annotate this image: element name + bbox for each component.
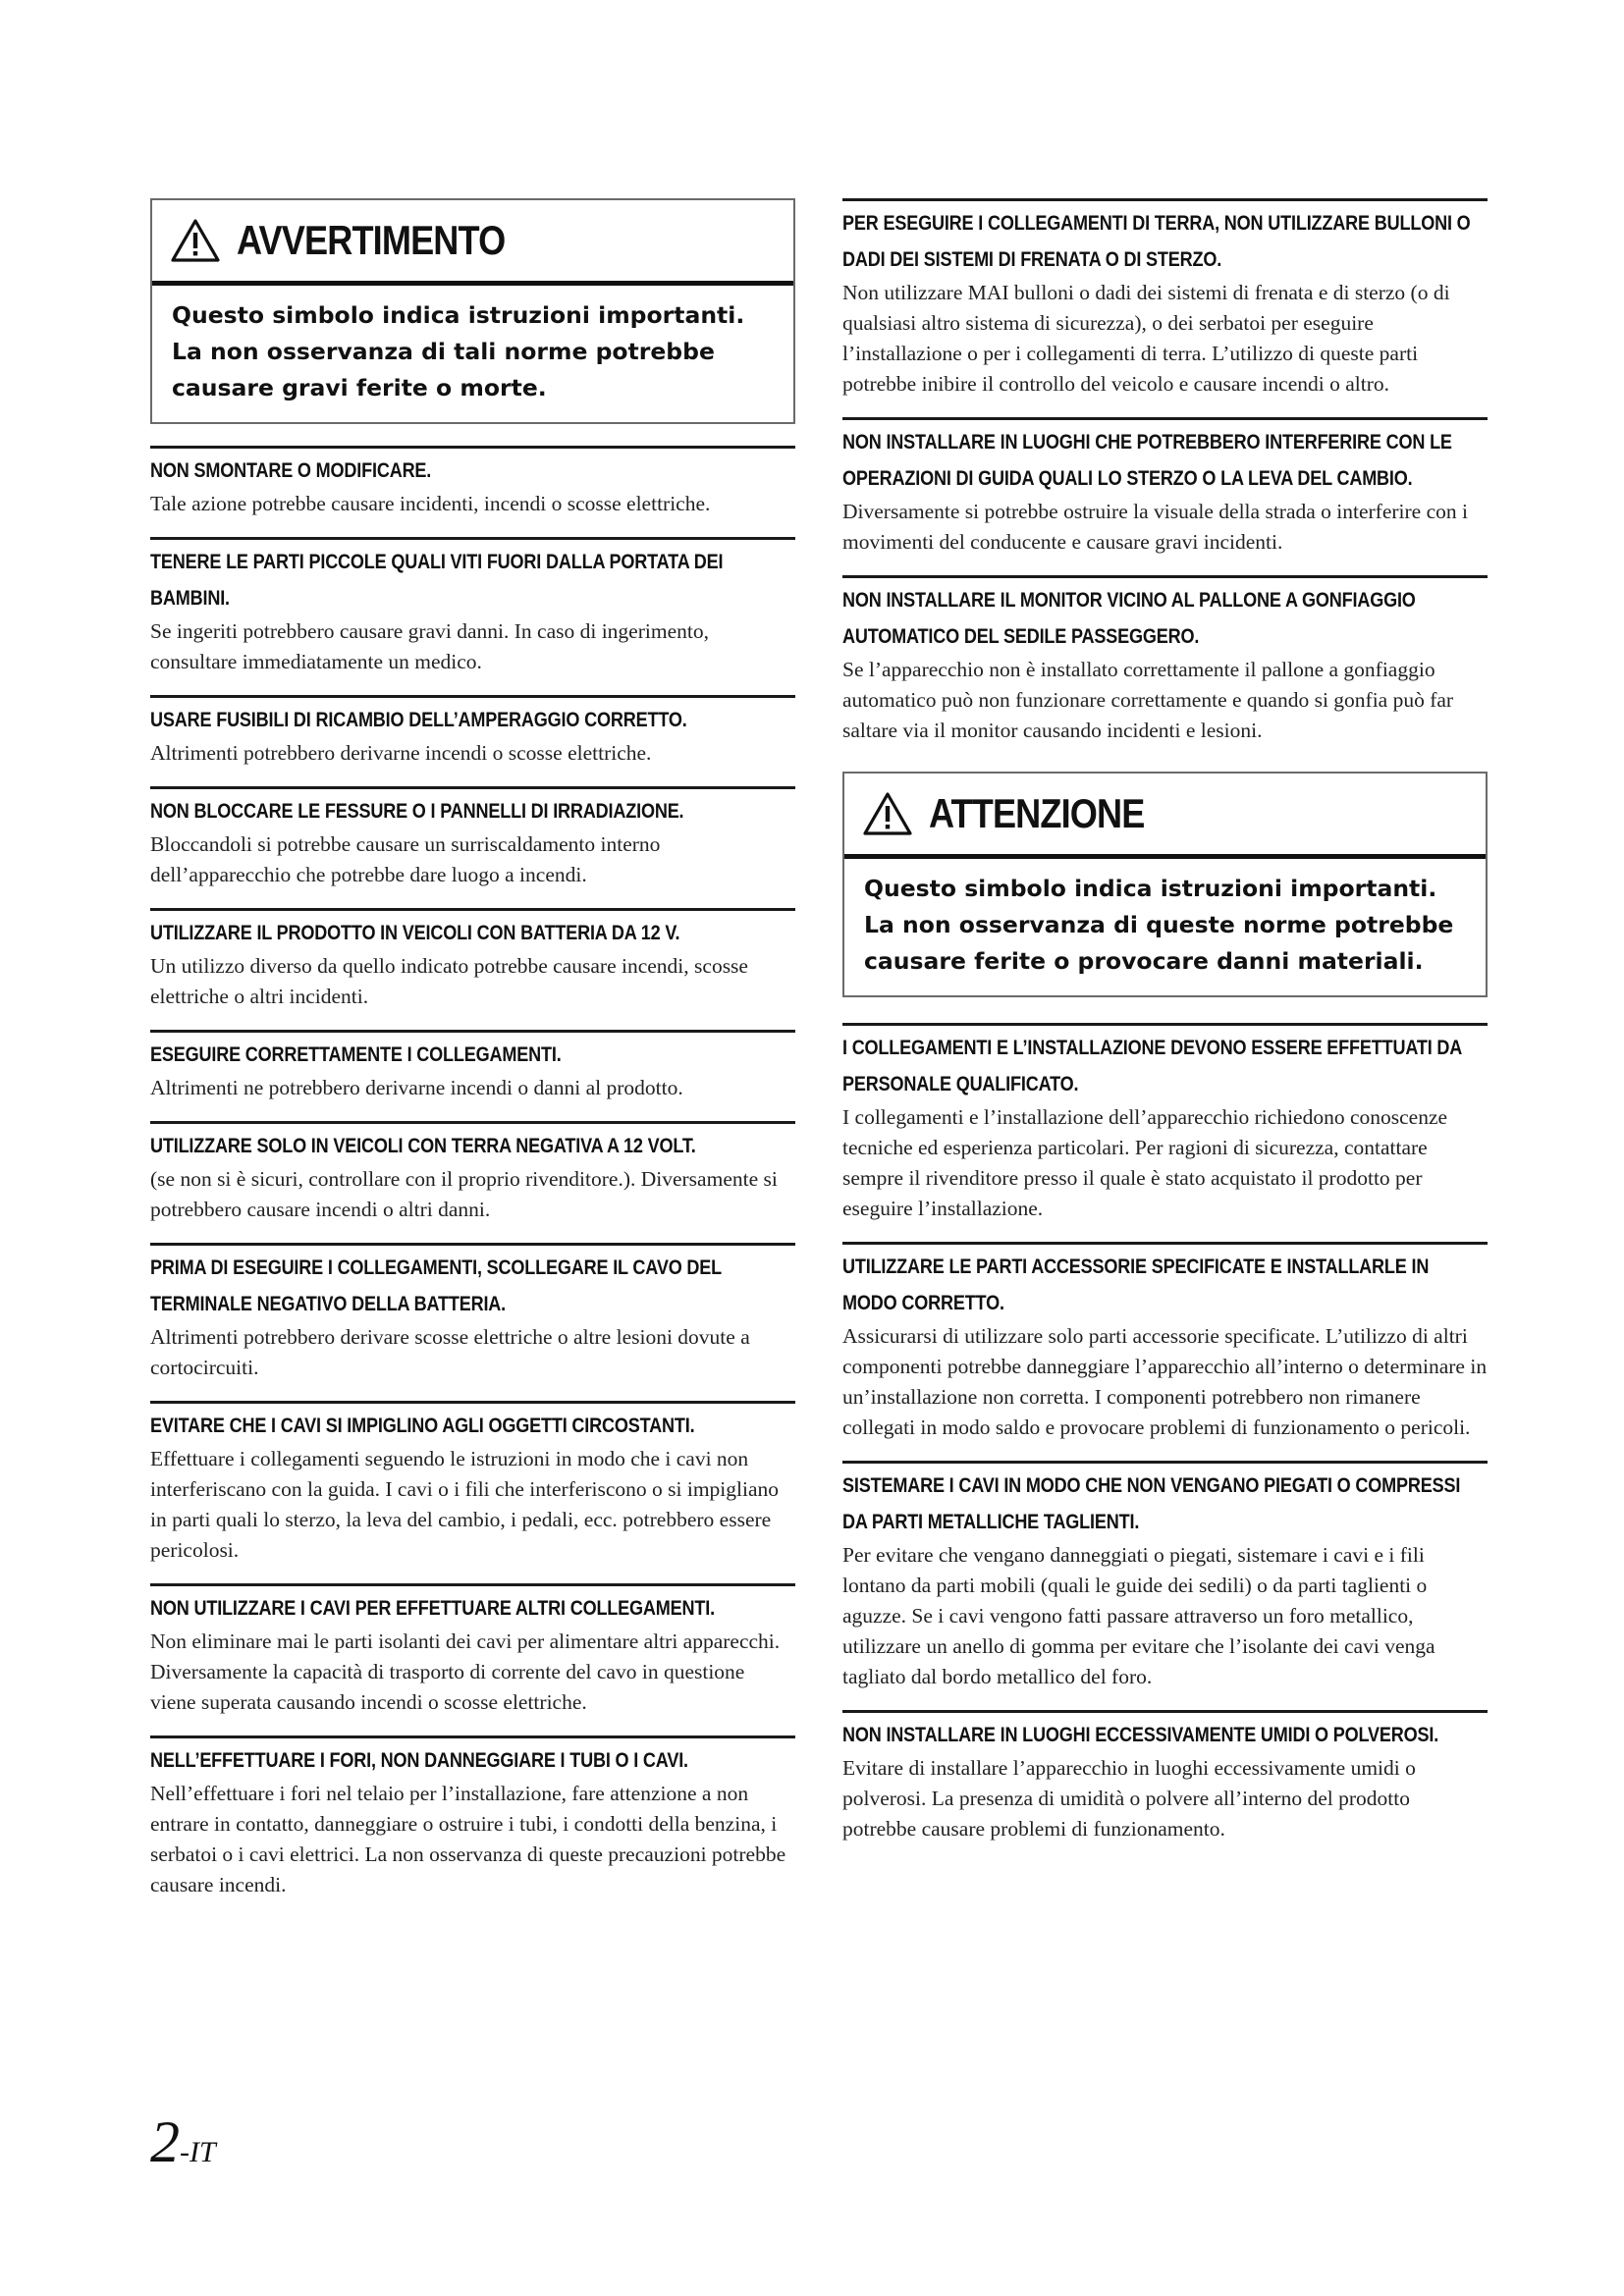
section-text: Evitare di installare l’apparecchio in luoghi eccessivamente umidi o polverosi. La presenza di umidità o polvere all’interno del prodotto potrebbe causare problemi di funzionamento. xyxy=(842,1756,1416,1841)
section-heading: NON UTILIZZARE I CAVI PER EFFETTUARE ALTRI COLLEGAMENTI. xyxy=(150,1597,715,1620)
precaution-section xyxy=(842,1242,1488,1461)
section-heading: I COLLEGAMENTI E L’INSTALLAZIONE DEVONO ESSERE EFFETTUATI DA PERSONALE QUALIFICATO. xyxy=(842,1037,1462,1095)
precaution-section xyxy=(150,1243,795,1401)
section-heading: NON INSTALLARE IN LUOGHI ECCESSIVAMENTE UMIDI O POLVEROSI. xyxy=(842,1724,1439,1746)
precaution-section xyxy=(150,1735,795,1918)
precaution-section xyxy=(150,537,795,695)
section-heading: UTILIZZARE IL PRODOTTO IN VEICOLI CON BATTERIA DA 12 V. xyxy=(150,922,680,944)
precaution-section xyxy=(842,417,1488,575)
section-heading: SISTEMARE I CAVI IN MODO CHE NON VENGANO PIEGATI O COMPRESSI DA PARTI METALLICHE TAGLIENTI. xyxy=(842,1474,1461,1533)
warning-header xyxy=(152,200,793,281)
caution-box xyxy=(842,772,1488,997)
precaution-section xyxy=(150,1121,795,1243)
section-heading: USARE FUSIBILI DI RICAMBIO DELL’AMPERAGGIO CORRETTO. xyxy=(150,709,687,731)
section-heading: PER ESEGUIRE I COLLEGAMENTI DI TERRA, NON UTILIZZARE BULLONI O DADI DEI SISTEMI DI FRENATA O DI STERZO. xyxy=(842,212,1471,271)
warning-title: AVVERTIMENTO xyxy=(237,217,506,263)
section-heading: NON INSTALLARE IN LUOGHI CHE POTREBBERO INTERFERIRE CON LE OPERAZIONI DI GUIDA QUALI LO STERZO O LA LEVA DEL CAMBIO. xyxy=(842,431,1452,490)
section-heading: NELL’EFFETTUARE I FORI, NON DANNEGGIARE I TUBI O I CAVI. xyxy=(150,1749,688,1772)
section-text: Altrimenti potrebbero derivare scosse elettriche o altre lesioni dovute a cortocircuiti. xyxy=(150,1325,750,1379)
section-text: Un utilizzo diverso da quello indicato potrebbe causare incendi, scosse elettriche o altri incidenti. xyxy=(150,954,748,1008)
section-heading: ESEGUIRE CORRETTAMENTE I COLLEGAMENTI. xyxy=(150,1043,562,1066)
section-text: Se l’apparecchio non è installato correttamente il pallone a gonfiaggio automatico può non funzionare correttamente e quando si gonfia può far saltare via il monitor causando incidenti e lesioni. xyxy=(842,658,1454,742)
page-number-digit: 2 xyxy=(150,2109,180,2174)
section-heading: NON SMONTARE O MODIFICARE. xyxy=(150,459,432,482)
section-text: Se ingeriti potrebbero causare gravi danni. In caso di ingerimento, consultare immediatamente un medico. xyxy=(150,619,709,673)
section-text: Assicurarsi di utilizzare solo parti accessorie specificate. L’utilizzo di altri componenti potrebbe danneggiare l’apparecchio all’interno o determinare in un’installazione non corretta. I componenti potrebbero non rimanere collegati in modo saldo e provocare problemi di funzionamento o pericoli. xyxy=(842,1324,1488,1439)
precaution-section xyxy=(150,446,795,537)
section-heading: TENERE LE PARTI PICCOLE QUALI VITI FUORI DALLA PORTATA DEI BAMBINI. xyxy=(150,551,724,610)
precaution-section xyxy=(842,1461,1488,1710)
caution-text: Questo simbolo indica istruzioni importanti. La non osservanza di queste norme potrebbe causare ferite o provocare danni materiali. xyxy=(864,875,1454,975)
caution-header xyxy=(844,774,1486,854)
section-text: Nell’effettuare i fori nel telaio per l’installazione, fare attenzione a non entrare in contatto, danneggiare o ostruire i tubi, i condotti della benzina, i serbatoi o i cavi elettrici. La non osservanza di queste precauzioni potrebbe causare incendi. xyxy=(150,1782,786,1896)
warning-triangle-icon xyxy=(170,218,221,263)
precaution-section xyxy=(842,575,1488,764)
section-text: Non eliminare mai le parti isolanti dei cavi per alimentare altri apparecchi. Diversamente la capacità di trasporto di corrente del cavo in questione viene superata causando incendi o scosse elettriche. xyxy=(150,1629,781,1714)
precaution-section xyxy=(842,1023,1488,1242)
section-text: Tale azione potrebbe causare incidenti, incendi o scosse elettriche. xyxy=(150,492,711,515)
left-sections xyxy=(150,446,795,1918)
precaution-section xyxy=(842,198,1488,417)
section-text: Altrimenti potrebbero derivarne incendi o scosse elettriche. xyxy=(150,741,652,765)
precaution-section xyxy=(150,786,795,908)
section-text: Effettuare i collegamenti seguendo le istruzioni in modo che i cavi non interferiscano con la guida. I cavi o i fili che interferiscono o si impigliano in parti quali lo sterzo, la leva del cambio, i pedali, ecc. potrebbero essere pericolosi. xyxy=(150,1447,780,1562)
section-heading: NON BLOCCARE LE FESSURE O I PANNELLI DI IRRADIAZIONE. xyxy=(150,800,684,823)
warning-text: Questo simbolo indica istruzioni importanti. La non osservanza di tali norme potrebbe causare gravi ferite o morte. xyxy=(172,301,745,401)
right-sections-top xyxy=(842,198,1488,764)
right-sections-bottom xyxy=(842,1023,1488,1862)
warning-box xyxy=(150,198,795,424)
section-heading: NON INSTALLARE IL MONITOR VICINO AL PALLONE A GONFIAGGIO AUTOMATICO DEL SEDILE PASSEGGERO. xyxy=(842,589,1416,648)
left-column xyxy=(150,198,795,1918)
right-column xyxy=(842,198,1488,1862)
precaution-section xyxy=(150,908,795,1030)
section-heading: EVITARE CHE I CAVI SI IMPIGLINO AGLI OGGETTI CIRCOSTANTI. xyxy=(150,1415,695,1437)
precaution-section xyxy=(150,1030,795,1121)
caution-triangle-icon xyxy=(862,791,913,836)
page-number xyxy=(150,2109,216,2176)
section-text: Non utilizzare MAI bulloni o dadi dei sistemi di frenata e di sterzo (o di qualsiasi altro sistema di sicurezza), o dei serbatoi per eseguire l’installazione o per i collegamenti di terra. L’utilizzo di queste parti potrebbe inibire il controllo del veicolo e causare incendi o altro. xyxy=(842,281,1450,396)
precaution-section xyxy=(150,1401,795,1583)
section-text: Altrimenti ne potrebbero derivarne incendi o danni al prodotto. xyxy=(150,1076,683,1099)
page-language-suffix: -IT xyxy=(180,2136,216,2168)
precaution-section xyxy=(150,1583,795,1735)
precaution-section xyxy=(150,695,795,786)
section-heading: UTILIZZARE LE PARTI ACCESSORIE SPECIFICATE E INSTALLARLE IN MODO CORRETTO. xyxy=(842,1255,1430,1314)
caution-title: ATTENZIONE xyxy=(929,790,1145,836)
section-heading: PRIMA DI ESEGUIRE I COLLEGAMENTI, SCOLLEGARE IL CAVO DEL TERMINALE NEGATIVO DELLA BATTERIA. xyxy=(150,1256,722,1315)
section-text: I collegamenti e l’installazione dell’apparecchio richiedono conoscenze tecniche ed esperienza particolari. Per ragioni di sicurezza, contattare sempre il rivenditore presso il quale è stato acquistato il prodotto per eseguire l’installazione. xyxy=(842,1105,1448,1220)
section-text: Diversamente si potrebbe ostruire la visuale della strada o interferire con i movimenti del conducente e causare gravi incidenti. xyxy=(842,500,1468,554)
section-text: (se non si è sicuri, controllare con il proprio rivenditore.). Diversamente si potrebbero causare incendi o altri danni. xyxy=(150,1167,778,1221)
section-text: Per evitare che vengano danneggiati o piegati, sistemare i cavi e i fili lontano da parti mobili (quali le guide dei sedili) o da parti taglienti o aguzze. Se i cavi vengono fatti passare attraverso un foro metallico, utilizzare un anello di gomma per evitare che l’isolante dei cavi venga tagliato dal bordo metallico del foro. xyxy=(842,1543,1435,1688)
section-heading: UTILIZZARE SOLO IN VEICOLI CON TERRA NEGATIVA A 12 VOLT. xyxy=(150,1135,696,1157)
precaution-section xyxy=(842,1710,1488,1862)
section-text: Bloccandoli si potrebbe causare un surriscaldamento interno dell’apparecchio che potrebbe dare luogo a incendi. xyxy=(150,832,661,886)
